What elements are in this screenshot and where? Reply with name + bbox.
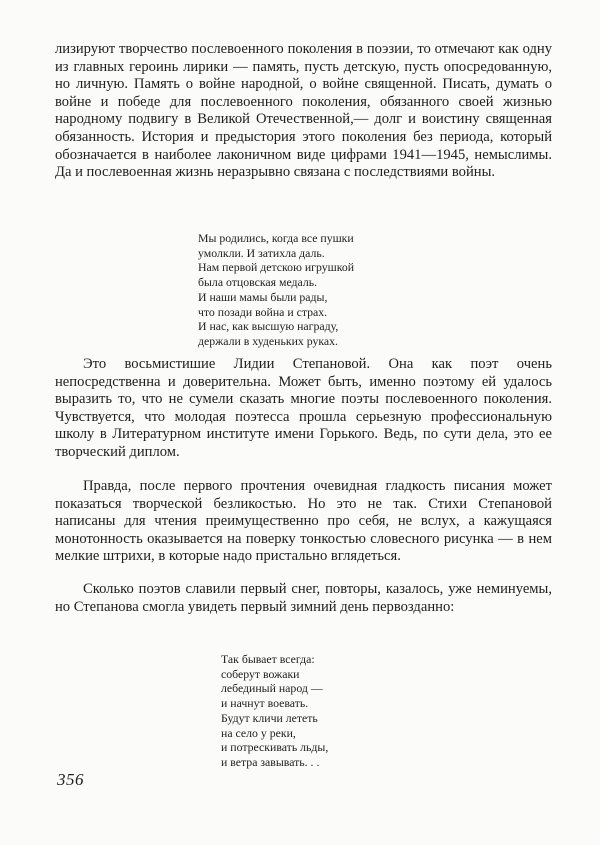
poem-line: И наши мамы были рады,	[198, 289, 328, 304]
poem-line: лебединый народ —	[221, 681, 323, 696]
poem-line: что позади война и страх.	[198, 304, 328, 319]
paragraph-3	[55, 478, 552, 566]
poem-stanza-2	[221, 652, 328, 770]
poem-line: Так бывает всегда:	[221, 652, 315, 666]
poem-line: держали в худеньких руках.	[198, 333, 339, 348]
paragraph-2	[55, 356, 552, 462]
poem-line: на село у реки,	[221, 725, 296, 740]
poem-line: Мы родились, когда все пушки	[198, 231, 354, 245]
paragraph-1: лизируют творчество послевоенного поколения в поэзии, то отмечают как одну из главных героинь лирики — память, пусть детскую, пусть опосредованную, но личную. Память о войне народной, о войне священной. Писать, думать о войне и победе для послевоенного поколения, обязанного своей жизнью народному подвигу в Великой Отечественной,— долг и воистину священная обязанность. История и предыстория этого поколения без периода, который обозначается в наиболее лаконичном виде цифрами 1941—1945, немыслимы. Да и послевоенная жизнь неразрывно связана с последствиями войны.	[55, 41, 552, 181]
page-number: 356	[57, 770, 84, 789]
paragraph-4-text: Сколько поэтов славили первый снег, повторы, казалось, уже неминуемы, но Степанова смогла увидеть первый зимний день первозданно:	[55, 581, 552, 615]
poem-line: соберут вожаки	[221, 666, 300, 681]
poem-line: Нам первой детскою игрушкой	[198, 260, 355, 275]
paragraph-2-text: Это восьмистишие Лидии Степановой. Она как поэт очень непосредственна и доверительна. Может быть, именно поэтому ей удалось выразить то, что не сумели сказать многие поэты послевоенного поколения. Чувствуется, что молодая поэтесса прошла серьезную профессиональную школу в Литературном институте имени Горького. Ведь, по сути дела, это ее творческий диплом.	[55, 356, 552, 460]
poem-line: и начнут воевать.	[221, 696, 309, 711]
poem-line: и потрескивать льды,	[221, 740, 329, 755]
poem-line: умолкли. И затихла даль.	[198, 245, 325, 260]
poem-line: и ветра завывать. . .	[221, 754, 320, 769]
paragraph-4	[55, 581, 552, 616]
poem-line: была отцовская медаль.	[198, 275, 318, 290]
paragraph-3-text: Правда, после первого прочтения очевидная гладкость писания может показаться творческой безликостью. Но это не так. Стихи Степановой написаны для чтения преимущественно про себя, не вслух, а кажущаяся монотонность оказывается на поверку тонкостью словесного рисунка — в нем мелкие штрихи, в которые надо пристально вглядеться.	[55, 478, 552, 565]
poem-line: И нас, как высшую награду,	[198, 319, 339, 334]
poem-line: Будут кличи лететь	[221, 710, 318, 725]
poem-stanza-1	[198, 231, 354, 349]
